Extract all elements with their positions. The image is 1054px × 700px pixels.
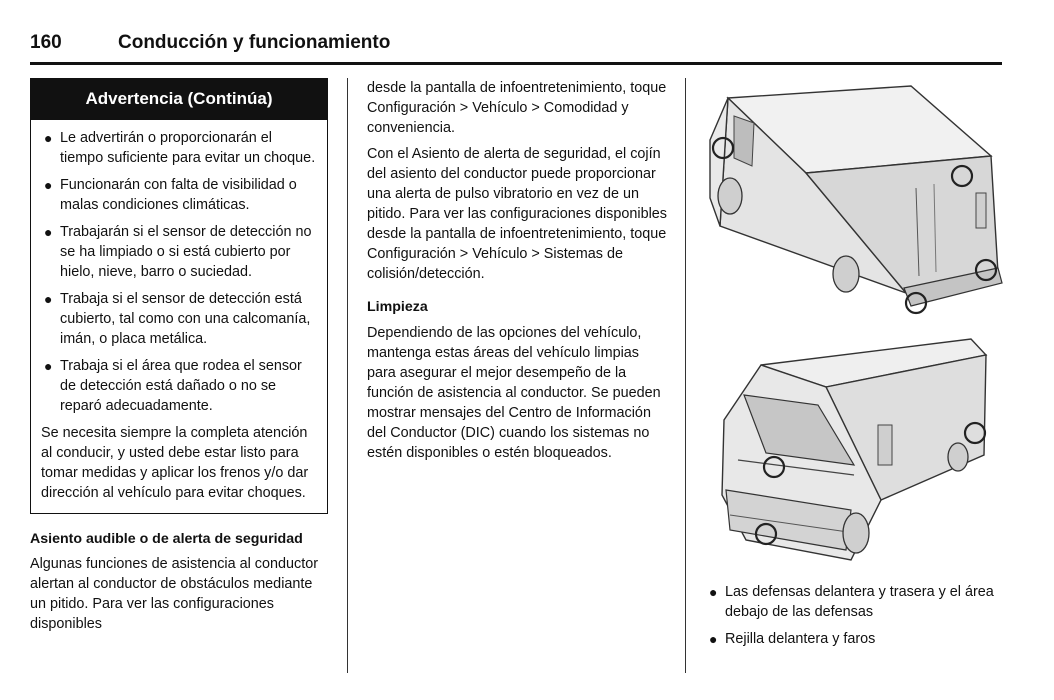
list-item	[41, 356, 317, 416]
seat-section-heading: Asiento audible o de alerta de seguridad	[30, 531, 303, 547]
warning-body	[31, 120, 327, 513]
warning-box	[30, 78, 328, 514]
header-rule	[30, 62, 1002, 65]
list-item	[41, 222, 317, 282]
bullet-icon: ●	[44, 358, 53, 374]
list-item-text: Le advertirán o proporcionarán el tiempo suficiente para evitar un choque.	[60, 130, 316, 166]
list-item-text: Las defensas delantera y trasera y el área debajo de las defensas	[725, 584, 994, 620]
cleaning-bullet-area	[706, 582, 1006, 656]
van-rear-illustration	[706, 78, 1006, 323]
list-item-text: Rejilla delantera y faros	[725, 631, 876, 647]
list-item	[706, 582, 1006, 622]
page-number: 160	[30, 32, 62, 53]
seat-section-paragraph-start: Algunas funciones de asistencia al conductor alertan al conductor de obstáculos mediante un pitido. Para ver las configuraciones disponibles	[30, 556, 318, 632]
list-item	[41, 128, 317, 168]
bullet-icon: ●	[44, 177, 53, 193]
van-front-illustration	[706, 325, 1006, 575]
list-item-text: Trabaja si el área que rodea el sensor de detección está dañado o no se reparó adecuadamente.	[60, 358, 302, 414]
column-right	[706, 78, 1006, 575]
cleaning-paragraph: Dependiendo de las opciones del vehículo, mantenga estas áreas del vehículo limpias para asegurar el mejor desempeño de la función de asistencia al conductor. Se pueden mostrar mensajes del Centro de Información del Conductor (DIC) cuando los sistemas no estén disponibles o estén bloqueados.	[367, 325, 661, 461]
list-item	[41, 175, 317, 215]
page-header	[30, 28, 1002, 64]
column-middle	[367, 78, 667, 463]
column-left	[30, 78, 328, 634]
seat-section-paragraph-cont: desde la pantalla de infoentretenimiento, toque Configuración > Vehículo > Comodidad y conveniencia.	[367, 80, 667, 136]
seat-section-paragraph-2: Con el Asiento de alerta de seguridad, el cojín del asiento del conductor puede proporcionar una alerta de pulso vibratorio en vez de un pitido. Para ver las configuraciones disponibles desde la pantalla de infoentretenimiento, toque Configuración > Vehículo > Sistemas de colisión/detección.	[367, 146, 667, 282]
list-item	[41, 289, 317, 349]
bullet-icon: ●	[44, 224, 53, 240]
bullet-icon: ●	[709, 631, 718, 647]
warning-title: Advertencia (Continúa)	[31, 79, 327, 120]
list-item-text: Funcionarán con falta de visibilidad o malas condiciones climáticas.	[60, 177, 297, 213]
chapter-title: Conducción y funcionamiento	[118, 32, 391, 53]
cleaning-heading: Limpieza	[367, 299, 428, 315]
bullet-icon: ●	[44, 291, 53, 307]
column-divider-left	[347, 78, 348, 673]
list-item-text: Trabajarán si el sensor de detección no se ha limpiado o si está cubierto por hielo, nieve, barro o suciedad.	[60, 224, 312, 280]
column-divider-right	[685, 78, 686, 673]
bullet-icon: ●	[709, 584, 718, 600]
list-item-text: Trabaja si el sensor de detección está cubierto, tal como con una calcomanía, imán, o placa metálica.	[60, 291, 311, 347]
warning-closing: Se necesita siempre la completa atención al conducir, y usted debe estar listo para tomar medidas y aplicar los frenos y/o dar dirección al vehículo para evitar choques.	[41, 425, 309, 501]
cleaning-bullet-list	[706, 582, 1006, 649]
list-item	[706, 629, 1006, 649]
warning-bullet-list	[41, 128, 317, 416]
bullet-icon: ●	[44, 130, 53, 146]
